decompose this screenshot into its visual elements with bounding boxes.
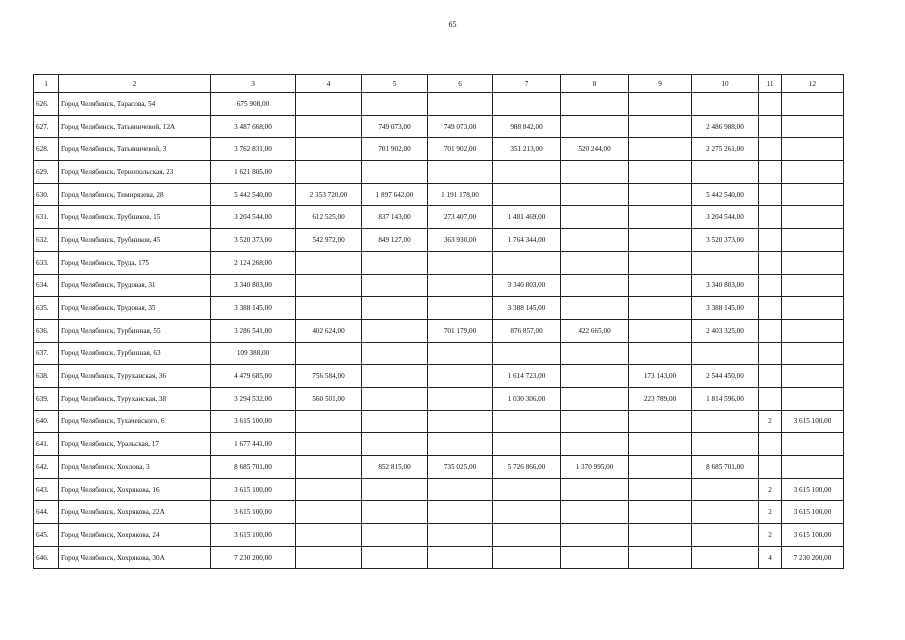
table-cell-col-9 xyxy=(629,274,692,297)
table-cell-col-1: 637. xyxy=(34,342,59,365)
table-cell-col-5 xyxy=(362,501,428,524)
table-cell-col-1: 643. xyxy=(34,478,59,501)
table-cell-col-8 xyxy=(561,387,629,410)
table-cell-col-8: 520 244,00 xyxy=(561,138,629,161)
table-cell-col-5: 837 143,00 xyxy=(362,206,428,229)
table-row xyxy=(34,274,844,297)
table-cell-col-3: 7 230 200,00 xyxy=(211,546,296,569)
table-cell-col-3: 3 388 145,00 xyxy=(211,297,296,320)
table-row xyxy=(34,138,844,161)
table-cell-col-11 xyxy=(759,93,782,116)
table-row xyxy=(34,501,844,524)
table-cell-col-3: 3 520 373,00 xyxy=(211,229,296,252)
table-cell-col-11: 2 xyxy=(759,524,782,547)
table-row xyxy=(34,365,844,388)
table-cell-col-6 xyxy=(428,297,493,320)
table-cell-col-10 xyxy=(692,546,759,569)
table-cell-col-10: 5 442 540,00 xyxy=(692,183,759,206)
table-cell-col-11: 2 xyxy=(759,478,782,501)
table-cell-col-12: 3 615 100,00 xyxy=(782,478,844,501)
table-row xyxy=(34,456,844,479)
table-cell-col-8 xyxy=(561,433,629,456)
table-cell-col-8 xyxy=(561,524,629,547)
table-cell-col-9 xyxy=(629,501,692,524)
table-cell-col-7: 1 030 306,00 xyxy=(493,387,561,410)
table-cell-col-12 xyxy=(782,206,844,229)
table-cell-col-11 xyxy=(759,387,782,410)
table-cell-col-9 xyxy=(629,115,692,138)
table-cell-col-8 xyxy=(561,115,629,138)
table-cell-col-8 xyxy=(561,546,629,569)
table-cell-col-12 xyxy=(782,229,844,252)
table-cell-col-7 xyxy=(493,251,561,274)
table-cell-col-11 xyxy=(759,183,782,206)
table-cell-col-8 xyxy=(561,365,629,388)
table-cell-col-1: 641. xyxy=(34,433,59,456)
table-cell-col-10: 2 275 261,00 xyxy=(692,138,759,161)
table-cell-col-4 xyxy=(296,161,362,184)
table-cell-col-4 xyxy=(296,251,362,274)
table-cell-col-1: 642. xyxy=(34,456,59,479)
table-cell-col-1: 626. xyxy=(34,93,59,116)
table-cell-col-6: 749 073,00 xyxy=(428,115,493,138)
table-cell-col-2: Город Челябинск, Тарасова, 54 xyxy=(59,93,211,116)
table-cell-col-1: 628. xyxy=(34,138,59,161)
table-cell-col-12 xyxy=(782,456,844,479)
table-cell-col-10 xyxy=(692,478,759,501)
table-cell-col-12 xyxy=(782,183,844,206)
table-cell-col-8 xyxy=(561,342,629,365)
table-cell-col-6 xyxy=(428,387,493,410)
table-cell-col-7: 876 857,00 xyxy=(493,319,561,342)
table-cell-col-6 xyxy=(428,274,493,297)
table-cell-col-6: 273 407,00 xyxy=(428,206,493,229)
column-header-1: 1 xyxy=(34,75,59,93)
table-cell-col-6: 701 902,00 xyxy=(428,138,493,161)
table-row xyxy=(34,161,844,184)
table-cell-col-9 xyxy=(629,319,692,342)
table-cell-col-2: Город Челябинск, Трубников, 45 xyxy=(59,229,211,252)
table-cell-col-7: 3 388 145,00 xyxy=(493,297,561,320)
table-cell-col-6 xyxy=(428,251,493,274)
column-header-3: 3 xyxy=(211,75,296,93)
table-cell-col-5: 749 073,00 xyxy=(362,115,428,138)
table-cell-col-4 xyxy=(296,115,362,138)
table-cell-col-9 xyxy=(629,251,692,274)
table-cell-col-2: Город Челябинск, Тимирязева, 28 xyxy=(59,183,211,206)
table-cell-col-2: Город Челябинск, Хохрякова, 30А xyxy=(59,546,211,569)
table-header xyxy=(34,75,844,93)
table-cell-col-7: 988 842,00 xyxy=(493,115,561,138)
table-cell-col-5 xyxy=(362,410,428,433)
table-cell-col-1: 635. xyxy=(34,297,59,320)
table-cell-col-12: 3 615 100,00 xyxy=(782,524,844,547)
table-cell-col-3: 675 908,00 xyxy=(211,93,296,116)
table-cell-col-3: 1 677 441,00 xyxy=(211,433,296,456)
table-cell-col-3: 5 442 540,00 xyxy=(211,183,296,206)
table-cell-col-11 xyxy=(759,115,782,138)
table-cell-col-10 xyxy=(692,342,759,365)
table-cell-col-2: Город Челябинск, Трудовая, 35 xyxy=(59,297,211,320)
table-cell-col-10: 2 486 988,00 xyxy=(692,115,759,138)
table-cell-col-12 xyxy=(782,297,844,320)
table-cell-col-7 xyxy=(493,410,561,433)
table-row xyxy=(34,251,844,274)
table-cell-col-2: Город Челябинск, Тухачевского, 6 xyxy=(59,410,211,433)
table-cell-col-6: 1 191 178,00 xyxy=(428,183,493,206)
table-cell-col-1: 636. xyxy=(34,319,59,342)
table-cell-col-5 xyxy=(362,251,428,274)
table-cell-col-11: 2 xyxy=(759,501,782,524)
table-cell-col-6 xyxy=(428,546,493,569)
table-cell-col-5 xyxy=(362,387,428,410)
table-cell-col-6 xyxy=(428,478,493,501)
column-header-5: 5 xyxy=(362,75,428,93)
table-cell-col-8 xyxy=(561,297,629,320)
table-cell-col-10 xyxy=(692,501,759,524)
table-cell-col-10 xyxy=(692,433,759,456)
table-cell-col-1: 631. xyxy=(34,206,59,229)
table-cell-col-4 xyxy=(296,410,362,433)
table-cell-col-5 xyxy=(362,297,428,320)
table-cell-col-10: 8 685 701,00 xyxy=(692,456,759,479)
page-number: 65 xyxy=(448,20,457,29)
table-row xyxy=(34,115,844,138)
table-cell-col-11: 4 xyxy=(759,546,782,569)
table-cell-col-2: Город Челябинск, Уральская, 17 xyxy=(59,433,211,456)
table-cell-col-7 xyxy=(493,478,561,501)
table-cell-col-12: 3 615 100,00 xyxy=(782,410,844,433)
table-cell-col-6 xyxy=(428,93,493,116)
table-cell-col-12 xyxy=(782,274,844,297)
table-cell-col-9 xyxy=(629,342,692,365)
table-cell-col-2: Город Челябинск, Туруханская, 38 xyxy=(59,387,211,410)
table-cell-col-3: 3 286 541,00 xyxy=(211,319,296,342)
table-row xyxy=(34,229,844,252)
table-cell-col-3: 3 615 100,00 xyxy=(211,501,296,524)
table-cell-col-4 xyxy=(296,274,362,297)
table-cell-col-9 xyxy=(629,161,692,184)
table-cell-col-7 xyxy=(493,342,561,365)
table-cell-col-1: 627. xyxy=(34,115,59,138)
table-cell-col-2: Город Челябинск, Хохрякова, 24 xyxy=(59,524,211,547)
table-cell-col-11 xyxy=(759,229,782,252)
table-cell-col-7 xyxy=(493,93,561,116)
table-cell-col-8 xyxy=(561,206,629,229)
table-cell-col-11 xyxy=(759,161,782,184)
table-cell-col-7: 5 726 866,00 xyxy=(493,456,561,479)
table-cell-col-11 xyxy=(759,456,782,479)
table-cell-col-9: 223 789,00 xyxy=(629,387,692,410)
table-cell-col-4 xyxy=(296,501,362,524)
table-cell-col-4: 402 624,00 xyxy=(296,319,362,342)
table-cell-col-3: 109 388,00 xyxy=(211,342,296,365)
table-cell-col-3: 3 762 831,00 xyxy=(211,138,296,161)
table-cell-col-5 xyxy=(362,478,428,501)
table-cell-col-2: Город Челябинск, Хохрякова, 22А xyxy=(59,501,211,524)
table-cell-col-10 xyxy=(692,93,759,116)
table-cell-col-2: Город Челябинск, Труда, 175 xyxy=(59,251,211,274)
table-cell-col-4 xyxy=(296,456,362,479)
table-cell-col-10: 2 403 325,00 xyxy=(692,319,759,342)
table-cell-col-12 xyxy=(782,433,844,456)
column-header-10: 10 xyxy=(692,75,759,93)
table-cell-col-1: 638. xyxy=(34,365,59,388)
table-cell-col-7 xyxy=(493,524,561,547)
table-cell-col-10 xyxy=(692,410,759,433)
table-cell-col-8: 1 370 995,00 xyxy=(561,456,629,479)
table-cell-col-7: 351 213,00 xyxy=(493,138,561,161)
table-cell-col-9 xyxy=(629,206,692,229)
table-cell-col-8: 422 665,00 xyxy=(561,319,629,342)
table-cell-col-9 xyxy=(629,297,692,320)
table-cell-col-7 xyxy=(493,501,561,524)
table-cell-col-12 xyxy=(782,387,844,410)
table-cell-col-8 xyxy=(561,410,629,433)
header-row xyxy=(34,75,844,93)
table-cell-col-5 xyxy=(362,161,428,184)
column-header-7: 7 xyxy=(493,75,561,93)
table-cell-col-11 xyxy=(759,365,782,388)
table-cell-col-5: 852 815,00 xyxy=(362,456,428,479)
table-cell-col-3: 3 615 100,00 xyxy=(211,524,296,547)
table-cell-col-8 xyxy=(561,161,629,184)
table-cell-col-6 xyxy=(428,342,493,365)
table-cell-col-9 xyxy=(629,433,692,456)
table-row xyxy=(34,478,844,501)
table-row xyxy=(34,433,844,456)
table-cell-col-4: 612 525,00 xyxy=(296,206,362,229)
table-cell-col-10: 3 388 145,00 xyxy=(692,297,759,320)
table-cell-col-5 xyxy=(362,524,428,547)
table-cell-col-4 xyxy=(296,297,362,320)
table-cell-col-1: 629. xyxy=(34,161,59,184)
table-cell-col-11 xyxy=(759,206,782,229)
table-cell-col-4 xyxy=(296,546,362,569)
table-cell-col-12 xyxy=(782,93,844,116)
table-cell-col-9 xyxy=(629,138,692,161)
table-cell-col-5 xyxy=(362,93,428,116)
table-cell-col-1: 633. xyxy=(34,251,59,274)
table-cell-col-10 xyxy=(692,524,759,547)
table-cell-col-3: 3 615 100,00 xyxy=(211,478,296,501)
table-row xyxy=(34,93,844,116)
table-cell-col-4 xyxy=(296,524,362,547)
table-cell-col-5: 849 127,00 xyxy=(362,229,428,252)
table-cell-col-8 xyxy=(561,251,629,274)
column-header-11: 11 xyxy=(759,75,782,93)
table-cell-col-4 xyxy=(296,93,362,116)
table-cell-col-7 xyxy=(493,433,561,456)
column-header-12: 12 xyxy=(782,75,844,93)
table-cell-col-1: 630. xyxy=(34,183,59,206)
table-cell-col-7: 1 764 344,00 xyxy=(493,229,561,252)
table-cell-col-1: 632. xyxy=(34,229,59,252)
table-cell-col-6 xyxy=(428,501,493,524)
table-cell-col-6 xyxy=(428,433,493,456)
table-cell-col-11 xyxy=(759,342,782,365)
table-cell-col-1: 634. xyxy=(34,274,59,297)
table-cell-col-6 xyxy=(428,161,493,184)
table-cell-col-4: 542 972,00 xyxy=(296,229,362,252)
table-cell-col-9 xyxy=(629,229,692,252)
table-cell-col-10: 3 204 544,00 xyxy=(692,206,759,229)
data-table xyxy=(33,74,844,569)
table-cell-col-1: 639. xyxy=(34,387,59,410)
table-cell-col-8 xyxy=(561,501,629,524)
table-cell-col-5: 701 902,00 xyxy=(362,138,428,161)
table-cell-col-3: 4 479 685,00 xyxy=(211,365,296,388)
table-cell-col-4: 560 501,00 xyxy=(296,387,362,410)
column-header-6: 6 xyxy=(428,75,493,93)
table-cell-col-6 xyxy=(428,365,493,388)
table-cell-col-6: 363 930,00 xyxy=(428,229,493,252)
table-cell-col-2: Город Челябинск, Татьяничевой, 12А xyxy=(59,115,211,138)
table-cell-col-11 xyxy=(759,297,782,320)
table-cell-col-12 xyxy=(782,365,844,388)
table-cell-col-2: Город Челябинск, Турбинная, 55 xyxy=(59,319,211,342)
table-cell-col-3: 3 487 668,00 xyxy=(211,115,296,138)
table-cell-col-2: Город Челябинск, Туруханская, 36 xyxy=(59,365,211,388)
table-cell-col-10 xyxy=(692,251,759,274)
table-cell-col-2: Город Челябинск, Хохлова, 3 xyxy=(59,456,211,479)
table-cell-col-7: 1 614 723,00 xyxy=(493,365,561,388)
table-cell-col-12 xyxy=(782,342,844,365)
table-cell-col-7 xyxy=(493,161,561,184)
table-cell-col-5 xyxy=(362,433,428,456)
table-cell-col-9: 173 143,00 xyxy=(629,365,692,388)
table-cell-col-3: 1 621 805,00 xyxy=(211,161,296,184)
table-cell-col-12 xyxy=(782,138,844,161)
table-row xyxy=(34,387,844,410)
table-cell-col-4: 2 353 720,00 xyxy=(296,183,362,206)
table-row xyxy=(34,342,844,365)
table-cell-col-7: 1 481 469,00 xyxy=(493,206,561,229)
table-cell-col-5: 1 897 642,00 xyxy=(362,183,428,206)
table-cell-col-11: 2 xyxy=(759,410,782,433)
table-cell-col-11 xyxy=(759,274,782,297)
table-cell-col-4 xyxy=(296,478,362,501)
table-cell-col-5 xyxy=(362,274,428,297)
column-header-2: 2 xyxy=(59,75,211,93)
table-cell-col-5 xyxy=(362,342,428,365)
table-cell-col-4 xyxy=(296,433,362,456)
table-cell-col-3: 8 685 701,00 xyxy=(211,456,296,479)
table-cell-col-11 xyxy=(759,319,782,342)
table-cell-col-9 xyxy=(629,410,692,433)
table-cell-col-8 xyxy=(561,93,629,116)
table-cell-col-2: Город Челябинск, Тернопольская, 23 xyxy=(59,161,211,184)
table-cell-col-8 xyxy=(561,229,629,252)
table-cell-col-10: 2 544 450,00 xyxy=(692,365,759,388)
table-row xyxy=(34,183,844,206)
table-cell-col-5 xyxy=(362,365,428,388)
table-row xyxy=(34,410,844,433)
table-row xyxy=(34,524,844,547)
column-header-9: 9 xyxy=(629,75,692,93)
table-cell-col-12 xyxy=(782,161,844,184)
table-cell-col-12 xyxy=(782,115,844,138)
table-cell-col-11 xyxy=(759,251,782,274)
table-cell-col-5 xyxy=(362,546,428,569)
table-cell-col-8 xyxy=(561,478,629,501)
column-header-8: 8 xyxy=(561,75,629,93)
table-cell-col-9 xyxy=(629,478,692,501)
table-cell-col-8 xyxy=(561,183,629,206)
table-cell-col-7 xyxy=(493,546,561,569)
table-cell-col-5 xyxy=(362,319,428,342)
table-cell-col-2: Город Челябинск, Хохрякова, 16 xyxy=(59,478,211,501)
table-cell-col-6: 735 025,00 xyxy=(428,456,493,479)
table-cell-col-4: 756 584,00 xyxy=(296,365,362,388)
table-cell-col-7: 3 340 803,00 xyxy=(493,274,561,297)
table-cell-col-7 xyxy=(493,183,561,206)
table-row xyxy=(34,297,844,320)
table-cell-col-9 xyxy=(629,524,692,547)
table-cell-col-11 xyxy=(759,433,782,456)
table-cell-col-6: 701 179,00 xyxy=(428,319,493,342)
table-cell-col-6 xyxy=(428,410,493,433)
table-cell-col-2: Город Челябинск, Трубников, 15 xyxy=(59,206,211,229)
table-cell-col-9 xyxy=(629,456,692,479)
table-row xyxy=(34,206,844,229)
table-cell-col-1: 644. xyxy=(34,501,59,524)
table-cell-col-2: Город Челябинск, Турбинная, 63 xyxy=(59,342,211,365)
table-cell-col-1: 646. xyxy=(34,546,59,569)
table-cell-col-12 xyxy=(782,319,844,342)
table-cell-col-3: 3 340 803,00 xyxy=(211,274,296,297)
table-cell-col-6 xyxy=(428,524,493,547)
table-cell-col-12: 7 230 200,00 xyxy=(782,546,844,569)
table-cell-col-9 xyxy=(629,93,692,116)
table-body xyxy=(34,93,844,569)
table-cell-col-3: 3 294 532,00 xyxy=(211,387,296,410)
table-cell-col-1: 645. xyxy=(34,524,59,547)
table-cell-col-3: 2 124 268,00 xyxy=(211,251,296,274)
table-cell-col-10 xyxy=(692,161,759,184)
table-cell-col-12: 3 615 100,00 xyxy=(782,501,844,524)
table-cell-col-4 xyxy=(296,342,362,365)
table-cell-col-10: 1 814 596,00 xyxy=(692,387,759,410)
table-cell-col-10: 3 340 803,00 xyxy=(692,274,759,297)
table-cell-col-3: 3 615 100,00 xyxy=(211,410,296,433)
table-cell-col-1: 640. xyxy=(34,410,59,433)
table-row xyxy=(34,546,844,569)
table-cell-col-4 xyxy=(296,138,362,161)
table-cell-col-9 xyxy=(629,546,692,569)
table-cell-col-10: 3 520 373,00 xyxy=(692,229,759,252)
table-cell-col-3: 3 204 544,00 xyxy=(211,206,296,229)
table-cell-col-2: Город Челябинск, Трудовая, 31 xyxy=(59,274,211,297)
column-header-4: 4 xyxy=(296,75,362,93)
table-cell-col-2: Город Челябинск, Татьяничевой, 3 xyxy=(59,138,211,161)
table-cell-col-11 xyxy=(759,138,782,161)
table-cell-col-8 xyxy=(561,274,629,297)
table-cell-col-12 xyxy=(782,251,844,274)
table-cell-col-9 xyxy=(629,183,692,206)
table-row xyxy=(34,319,844,342)
